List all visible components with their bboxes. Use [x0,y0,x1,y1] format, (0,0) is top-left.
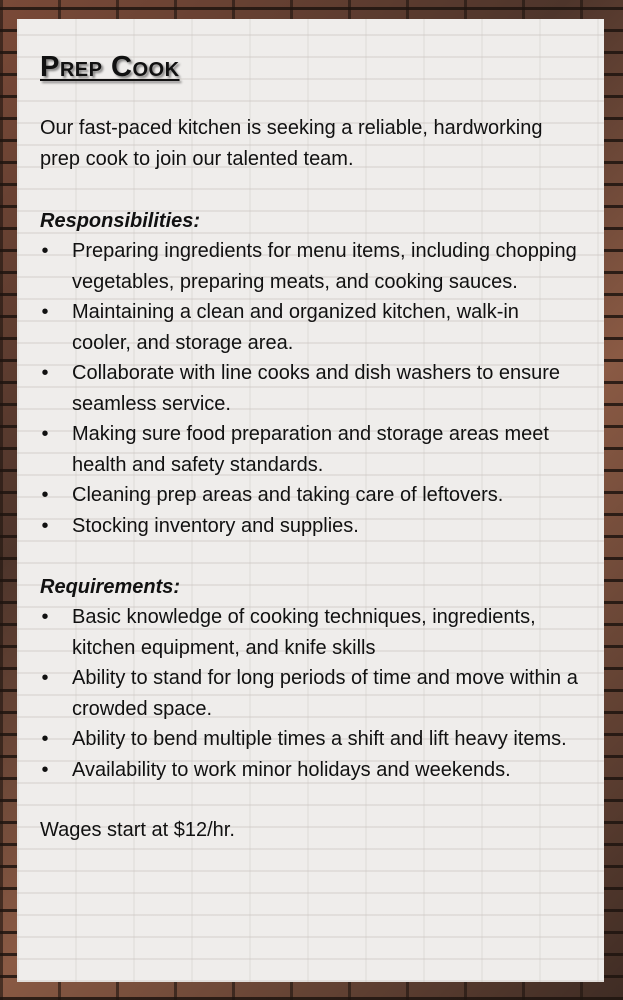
bullet-icon: • [41,514,49,537]
bullet-icon: • [41,362,49,384]
list-item: • Ability to stand for long periods of time and move within a crowded space. [40,663,580,724]
list-item: • Basic knowledge of cooking techniques, ingredients, kitchen equipment, and knife skills [40,602,580,663]
bullet-icon: • [41,240,49,262]
job-posting-card [17,19,604,982]
bullet-icon: • [41,667,49,689]
job-intro: Our fast-paced kitchen is seeking a reliable, hardworking prep cook to join our talented team. [40,117,543,170]
bullet-icon: • [41,484,49,506]
bullet-icon: • [41,423,49,445]
responsibilities-heading: Responsibilities: [40,210,201,232]
bullet-icon: • [41,606,49,628]
list-item: • Maintaining a clean and organized kitchen, walk-in cooler, and storage area. [40,297,580,358]
list-item: • Making sure food preparation and storage areas meet health and safety standards. [40,419,580,480]
wage-info: Wages start at $12/hr. [40,819,235,841]
bullet-icon: • [41,728,49,750]
requirements-list [40,602,580,785]
list-item: • Ability to bend multiple times a shift and lift heavy items. [40,724,580,755]
responsibilities-list [40,236,580,541]
requirements-heading: Requirements: [40,576,181,598]
list-item: • Availability to work minor holidays and weekends. [40,755,580,786]
bullet-icon: • [41,758,49,781]
list-item: • Cleaning prep areas and taking care of leftovers. [40,480,580,511]
list-item: • Stocking inventory and supplies. [40,511,580,542]
bullet-icon: • [41,301,49,323]
list-item: • Preparing ingredients for menu items, including chopping vegetables, preparing meats, and cooking sauces. [40,236,580,297]
list-item: • Collaborate with line cooks and dish washers to ensure seamless service. [40,358,580,419]
job-title: Prep Cook [40,51,180,83]
